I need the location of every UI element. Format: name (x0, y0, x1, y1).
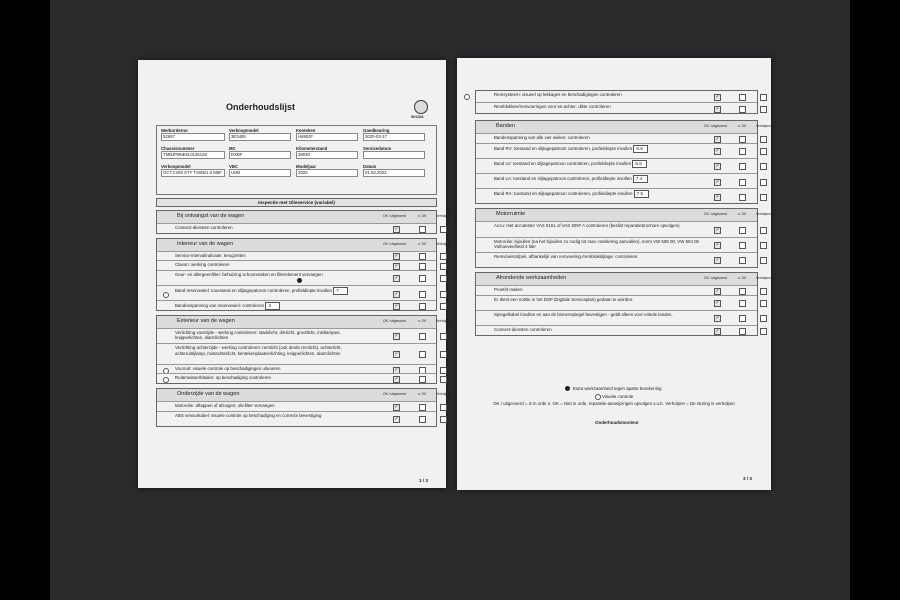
fixed-checkbox[interactable] (760, 179, 767, 186)
checklist-item-text (494, 190, 699, 198)
fixed-checkbox[interactable] (440, 416, 447, 423)
fixed-checkbox[interactable] (440, 351, 447, 358)
header-field-label: Verkoopmodel (161, 164, 191, 169)
fixed-checkbox[interactable] (440, 367, 447, 374)
legend-status-explanation: OK / uitgevoerd = is in orde n. OK = Niet in orde, reparatie-aanwijzingen opvolgen s.u.b. Verholpen = De storing is verholpen (493, 401, 735, 406)
not-ok-checkbox[interactable] (419, 226, 426, 233)
fixed-checkbox[interactable] (760, 136, 767, 143)
ok-checkbox[interactable]: ✓ (394, 403, 399, 410)
signature-label: Onderhoudsmonteur (595, 420, 639, 425)
checklist-item-text: Remsysteem: visueel op lekkages en beschadigingen controleren (494, 92, 622, 97)
ok-checkbox[interactable]: ✓ (715, 287, 720, 294)
ok-checkbox[interactable]: ✓ (394, 351, 399, 358)
header-field-value: DXBF (229, 151, 291, 159)
col-fixed-header: Verholpen (756, 124, 771, 128)
measurement-input[interactable]: 3 (265, 302, 280, 310)
fixed-checkbox[interactable] (440, 263, 447, 270)
ok-checkbox[interactable]: ✓ (394, 416, 399, 423)
checklist-row (157, 343, 436, 365)
fixed-checkbox[interactable] (760, 94, 767, 101)
header-field-label: Datum (363, 164, 377, 169)
item-description: Bandenspanning van alle vier wielen: controleren (494, 135, 590, 140)
item-description: Band LV: toestand en slijtagepatroon controleren, profieldiepte invullen (494, 160, 632, 166)
checklist-row (476, 188, 757, 204)
col-fixed-header: Verholpen (436, 214, 451, 218)
item-description: Service-intervalindicatie: terugzetten (175, 252, 246, 258)
fixed-checkbox[interactable] (440, 226, 447, 233)
checklist-row (157, 373, 436, 384)
header-field-label: Modeljaar (296, 164, 317, 169)
section-title: Afrondende werkzaamheden (496, 275, 567, 281)
ok-checkbox[interactable]: ✓ (715, 327, 720, 334)
col-ok-header: OK / uitgevoerd (383, 392, 406, 396)
fixed-checkbox[interactable] (760, 300, 767, 307)
checklist-item-text (494, 239, 699, 250)
fixed-checkbox[interactable] (440, 275, 447, 282)
fixed-checkbox[interactable] (760, 242, 767, 249)
not-ok-checkbox[interactable] (419, 275, 426, 282)
fixed-checkbox[interactable] (760, 288, 767, 295)
col-ok-header: OK / uitgevoerd (383, 241, 406, 246)
item-description: Spiegelkabel invullen en aan de binnenspiegel bevestigen - geldt alleen voor enkele landen. (494, 311, 673, 317)
page-number: 3 / 3 (743, 476, 752, 481)
col-nok-header: n. OK (418, 241, 427, 246)
checklist-item-text (175, 366, 357, 372)
col-ok-header: OK / uitgevoerd (383, 318, 406, 323)
measurement-input[interactable]: 6.9 (633, 145, 648, 153)
checklist-item-text (175, 287, 357, 295)
fixed-checkbox[interactable] (440, 333, 447, 340)
checklist-item-text (494, 160, 699, 168)
legend-extra: Extra werkzaamheid tegen aparte berekening (573, 386, 662, 391)
ok-checkbox[interactable]: ✓ (715, 193, 720, 200)
not-ok-checkbox[interactable] (739, 257, 746, 264)
not-ok-checkbox[interactable] (739, 227, 746, 234)
extra-work-marker-icon (297, 278, 302, 283)
ok-checkbox[interactable]: ✓ (715, 226, 720, 233)
checklist-row (476, 237, 757, 253)
checklist-row (476, 221, 757, 237)
fixed-checkbox[interactable] (760, 163, 767, 170)
fixed-checkbox[interactable] (760, 194, 767, 201)
not-ok-checkbox[interactable] (419, 416, 426, 423)
section-title: Motorruimte (496, 211, 526, 218)
col-ok-header: OK / uitgevoerd (704, 276, 727, 280)
logo-text: SKODA (411, 115, 424, 119)
inspection-type-bar: Inspectie met Olieservice (variabel) (156, 198, 437, 207)
fixed-checkbox[interactable] (440, 303, 447, 310)
checklist-row (157, 328, 436, 344)
not-ok-checkbox[interactable] (739, 148, 746, 155)
fixed-checkbox[interactable] (760, 106, 767, 113)
vehicle-header-box (156, 125, 437, 195)
checklist-row (476, 295, 757, 311)
sheet-page-1 (138, 60, 451, 488)
visual-check-marker-icon (464, 94, 470, 100)
checklist-row (157, 285, 436, 301)
ok-checkbox[interactable]: ✓ (394, 376, 399, 383)
brake-section (475, 90, 758, 114)
item-description: Proefrit maken (494, 287, 523, 292)
header-field-value: TMBJP9NE6L0136128 (161, 151, 225, 159)
col-fixed-header: Verholpen (756, 276, 771, 280)
col-fixed-header: Verholpen (436, 392, 451, 396)
checklist-item-text (494, 223, 699, 229)
ok-checkbox[interactable]: ✓ (394, 302, 399, 309)
visual-check-marker-icon (163, 377, 169, 383)
fixed-checkbox[interactable] (760, 257, 767, 264)
section-title: Banden (496, 123, 515, 129)
item-description: Motorolie: aftappen of afzuigen; oliefilter vervangen (175, 403, 275, 408)
page-number: 1 / 3 (419, 478, 428, 483)
item-description: Voorruit: visuele controle op beschadigingen uitvoeren (175, 365, 281, 371)
col-fixed-header: Verholpen (436, 241, 451, 246)
header-field-value: 2020-03-17 (363, 133, 425, 141)
ok-checkbox[interactable]: ✓ (394, 262, 399, 269)
item-description: Verlichting voorzijde - werking controleren: stadslicht, dimlicht, grootlicht, mistlampen, knipperlichten, alarmlichten (175, 329, 341, 341)
checklist-section (156, 238, 451, 311)
fixed-checkbox[interactable] (760, 148, 767, 155)
ok-checkbox[interactable]: ✓ (394, 366, 399, 373)
checklist-item-text (175, 330, 357, 341)
ok-checkbox[interactable]: ✓ (394, 225, 399, 232)
extra-work-marker-icon (565, 386, 570, 391)
item-description: Motorolie: bijvullen (na het bijvullen zo nodig tot max.-markering aanvullen), norm VW 508 00, VW 504 00 Vulhoeveelheid 4 liter (494, 238, 699, 250)
ok-checkbox[interactable]: ✓ (394, 275, 399, 282)
checklist-item-text (175, 262, 357, 268)
checklist-section (475, 272, 771, 336)
ok-checkbox[interactable]: ✓ (715, 163, 720, 170)
not-ok-checkbox[interactable] (419, 303, 426, 310)
item-description: ABS sensorkabel: visuele controle op beschadiging en correcte bevestiging (175, 412, 322, 418)
section-title: Bij ontvangst van de wagen (177, 213, 245, 219)
col-ok-header: OK / uitgevoerd (383, 214, 406, 218)
checklist-row (476, 158, 757, 174)
checklist-section (156, 210, 451, 234)
fixed-checkbox[interactable] (760, 315, 767, 322)
ok-checkbox[interactable]: ✓ (715, 148, 720, 155)
item-description: Band LA: toestand en slijtagepatroon controleren, profieldiepte invullen (494, 176, 632, 181)
header-field-label: Chassisnummer (161, 146, 195, 151)
measurement-input[interactable]: 7.4 (633, 175, 648, 183)
not-ok-checkbox[interactable] (739, 194, 746, 201)
visual-check-marker-icon (595, 394, 601, 400)
header-field-label: Goedkeuring (363, 128, 390, 133)
header-field-value: 01.02.2022 (363, 169, 425, 177)
checklist-row (476, 325, 757, 336)
fixed-checkbox[interactable] (440, 376, 447, 383)
legend-visual: Visuele controle (602, 394, 634, 399)
header-field-value: U0M (229, 169, 291, 177)
header-field-label: Servicedatum (363, 146, 392, 151)
not-ok-checkbox[interactable] (739, 300, 746, 307)
checklist-row (476, 310, 757, 326)
not-ok-checkbox[interactable] (419, 333, 426, 340)
fixed-checkbox[interactable] (440, 253, 447, 260)
fixed-checkbox[interactable] (440, 291, 447, 298)
ok-checkbox[interactable]: ✓ (394, 253, 399, 260)
header-field-value: OCT.COM STY TSI85/1.0 M6F (161, 169, 225, 177)
not-ok-checkbox[interactable] (419, 351, 426, 358)
header-field-value (363, 151, 425, 159)
checklist-item-text (494, 145, 699, 153)
not-ok-checkbox[interactable] (739, 328, 746, 335)
header-field-label: VBC (229, 164, 239, 169)
not-ok-checkbox[interactable] (739, 242, 746, 249)
not-ok-checkbox[interactable] (739, 179, 746, 186)
checklist-row (157, 270, 436, 286)
checklist-section (475, 208, 771, 268)
ok-checkbox[interactable]: ✓ (394, 333, 399, 340)
col-ok-header: OK / uitgevoerd (704, 124, 727, 128)
not-ok-checkbox[interactable] (739, 163, 746, 170)
fixed-checkbox[interactable] (440, 404, 447, 411)
checklist-item-text (494, 327, 699, 333)
checklist-row (476, 173, 757, 189)
checklist-row (476, 143, 757, 159)
header-field-value: 52697 (161, 133, 225, 141)
ok-checkbox[interactable]: ✓ (715, 257, 720, 264)
not-ok-checkbox[interactable] (739, 94, 746, 101)
item-description: Band RA: toestand en slijtagepatroon controleren, profieldiepte invullen (494, 191, 633, 197)
checklist-row (157, 411, 436, 427)
ok-checkbox[interactable]: ✓ (715, 135, 720, 142)
checklist-item-text: Remblokken/remvoeringen voor en achter: dikte controleren (494, 104, 611, 109)
checklist-item-text (175, 225, 357, 231)
item-description: Er dient een notitie in het DSP (Digitale Serviceplan) gedaan te worden. (494, 296, 634, 302)
checklist-item-text (175, 302, 357, 310)
col-fixed-header: Verholpen (756, 212, 771, 217)
checklist-row (476, 102, 757, 114)
not-ok-checkbox[interactable] (739, 315, 746, 322)
not-ok-checkbox[interactable] (419, 376, 426, 383)
item-description: Verlichting achterzijde - werking controleren: remlicht (ook derde remlicht), achterlicht, achteruitrijlamp, mistachterlicht, kentekenplaatverlichting, knipperlichten, alarmlichten (175, 344, 342, 356)
col-nok-header: n. OK (738, 124, 747, 128)
checklist-item-text (175, 272, 357, 278)
col-fixed-header: Verholpen (436, 318, 451, 323)
skoda-logo-icon (414, 100, 428, 114)
col-ok-header: OK / uitgevoerd (704, 212, 727, 217)
header-field-label: Kilometerstand (296, 146, 328, 151)
ok-checkbox[interactable]: ✓ (715, 315, 720, 322)
item-description: Geur- en allergeenfilter: behuizing schoonmaken en filterelement vervangen (175, 271, 323, 277)
item-description: Connect-diensten controleren (494, 327, 552, 332)
checklist-row (476, 252, 757, 268)
header-field-label: Kenteken (296, 128, 316, 133)
checklist-row (157, 223, 436, 234)
header-field-value: 28030 (296, 151, 358, 159)
section-title: Exterieur van de wagen (177, 317, 235, 324)
not-ok-checkbox[interactable] (419, 291, 426, 298)
item-description: Accu: met accutester VAS 6161 of VAS 5097 A controleren (beslist reparatiebrochure opvolgen) (494, 223, 680, 229)
header-field-label: Werkorderno (161, 128, 188, 133)
checklist-item-text (175, 253, 357, 259)
ok-checkbox[interactable]: ✓ (394, 290, 399, 297)
checklist-row (476, 91, 757, 102)
header-field-value: H695JF (296, 133, 358, 141)
checklist-section (156, 315, 451, 384)
measurement-input[interactable]: 7.5 (634, 190, 649, 198)
checklist-item-text (175, 375, 357, 381)
item-description: Remvloeistofpeil, afhankelijk van remvoering-/remblokslijtage: controleren (494, 253, 638, 259)
header-field-value: 3E3485 (229, 133, 291, 141)
checklist-row (157, 300, 436, 311)
checklist-item-text (175, 413, 357, 419)
fixed-checkbox[interactable] (760, 328, 767, 335)
ok-checkbox[interactable]: ✓ (715, 105, 720, 112)
not-ok-checkbox[interactable] (739, 106, 746, 113)
checklist-item-text (494, 312, 699, 318)
col-nok-header: n. OK (418, 214, 427, 218)
ok-checkbox[interactable]: ✓ (715, 178, 720, 185)
item-description: Connect-diensten controleren (175, 225, 233, 230)
col-nok-header: n. OK (418, 318, 427, 323)
checklist-section (156, 388, 451, 427)
col-nok-header: n. OK (738, 212, 747, 217)
page-title: Onderhoudslijst (226, 102, 296, 112)
col-nok-header: n. OK (418, 392, 427, 396)
ok-checkbox[interactable]: ✓ (715, 93, 720, 100)
checklist-item-text (494, 287, 699, 293)
item-description: Ruitenwisserbladen: op beschadiging controleren (175, 375, 271, 381)
checklist-item-text (494, 135, 699, 141)
ok-checkbox[interactable]: ✓ (715, 242, 720, 249)
section-title: Onderzijde van de wagen (177, 391, 240, 397)
visual-check-marker-icon (163, 292, 169, 298)
item-description: Band reservewiel: tooestand en slijtagepatroon controleren, profieldiepte invullen (175, 287, 332, 293)
checklist-item-text (175, 403, 357, 409)
checklist-item-text (494, 297, 699, 303)
checklist-item-text (175, 345, 357, 356)
item-description: Bandenspanning van reservewiel: controleren (175, 303, 265, 309)
fixed-checkbox[interactable] (760, 227, 767, 234)
item-description: Band RV: toestand en slijtagepatroon controleren, profieldiepte invullen (494, 145, 633, 151)
header-field-label: Verkoopmodel (229, 128, 259, 133)
checklist-section (475, 120, 771, 204)
checklist-item-text (494, 175, 699, 183)
header-field-label: MC (229, 146, 236, 151)
ok-checkbox[interactable]: ✓ (715, 300, 720, 307)
sheet-page-2 (457, 58, 771, 490)
measurement-input[interactable]: 7 (333, 287, 348, 295)
checklist-item-text (494, 254, 699, 260)
header-field-value: 2020 (296, 169, 358, 177)
section-title: Interieur van de wagen (177, 240, 233, 247)
item-description: Claxon: werking controleren (175, 262, 230, 268)
col-nok-header: n. OK (738, 276, 747, 280)
measurement-input[interactable]: 6.8 (632, 160, 647, 168)
